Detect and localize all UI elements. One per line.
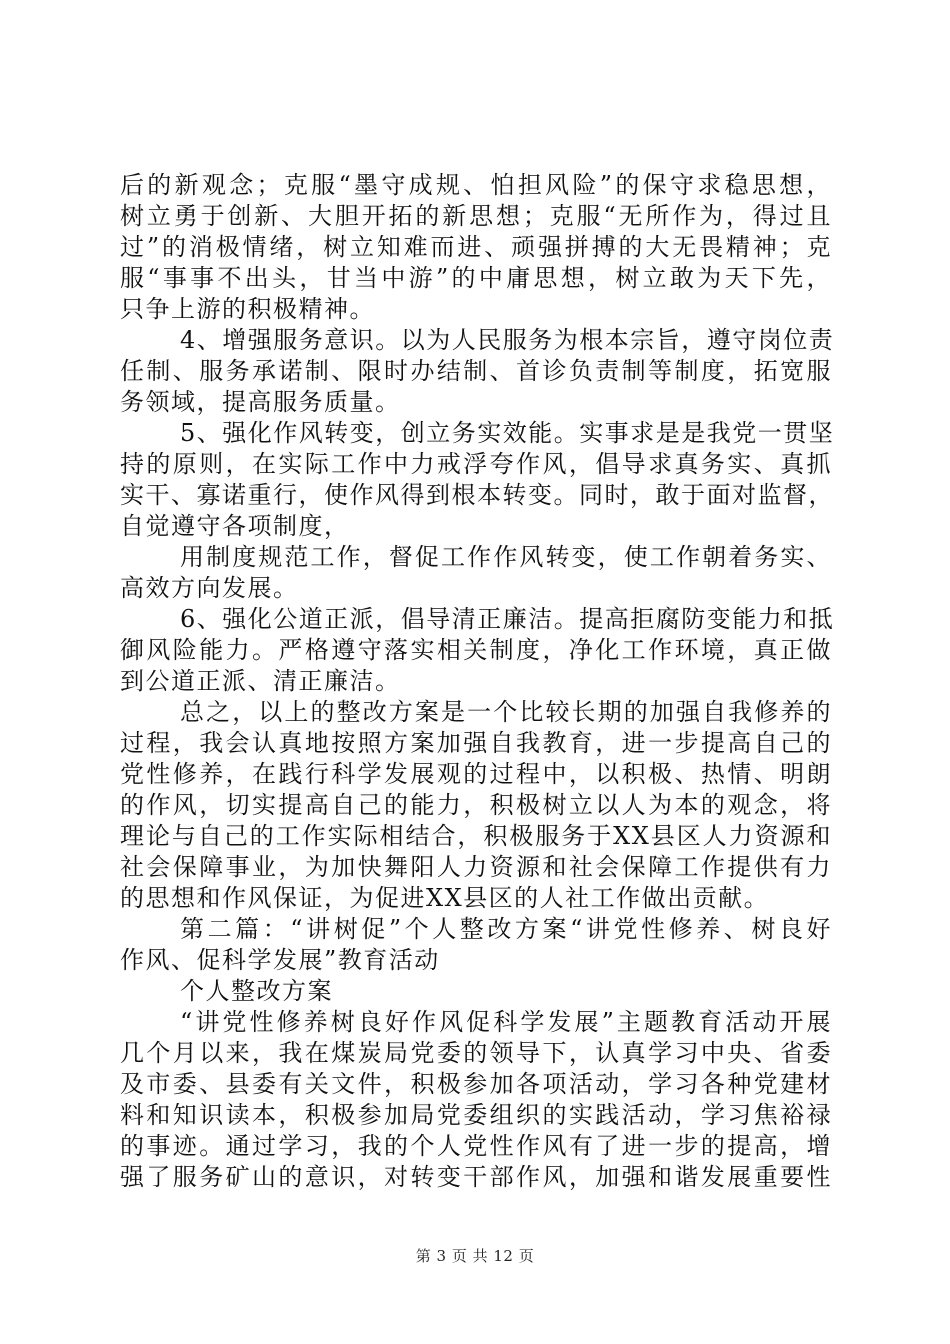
text-line: 御风险能力。严格遵守落实相关制度，净化工作环境，真正做 — [120, 636, 832, 664]
text-line: 5、强化作风转变，创立务实效能。实事求是是我党一贯坚 — [180, 419, 835, 447]
text-line: 过程，我会认真地按照方案加强自我教育，进一步提高自己的 — [120, 729, 832, 757]
text-line: 自觉遵守各项制度， — [120, 512, 350, 540]
text-line: 树立勇于创新、大胆开拓的新思想；克服“无所作为，得过且 — [120, 202, 832, 230]
text-line: 料和知识读本，积极参加局党委组织的实践活动，学习焦裕禄 — [120, 1101, 832, 1129]
text-line: 到公道正派、清正廉洁。 — [120, 667, 401, 695]
text-line: 总之，以上的整改方案是一个比较长期的加强自我修养的 — [180, 698, 832, 726]
text-line: 的思想和作风保证，为促进XX县区的人社工作做出贡献。 — [120, 884, 770, 912]
text-line: 的作风，切实提高自己的能力，积极树立以人为本的观念，将 — [120, 791, 832, 819]
text-line: 过”的消极情绪，树立知难而进、顽强拼搏的大无畏精神；克 — [120, 233, 832, 261]
text-line: 第二篇：“讲树促”个人整改方案“讲党性修养、树良好 — [180, 915, 832, 943]
text-line: 强了服务矿山的意识，对转变干部作风，加强和谐发展重要性 — [120, 1163, 832, 1191]
text-line: 任制、服务承诺制、限时办结制、首诊负责制等制度，拓宽服 — [120, 357, 832, 385]
document-body — [120, 170, 835, 1193]
text-line: 后的新观念；克服“墨守成规、怕担风险”的保守求稳思想， — [120, 171, 832, 199]
text-line: 4、增强服务意识。以为人民服务为根本宗旨，遵守岗位责 — [180, 326, 835, 354]
text-line: 实干、寡诺重行，使作风得到根本转变。同时，敢于面对监督， — [120, 481, 834, 509]
text-line: 几个月以来，我在煤炭局党委的领导下，认真学习中央、省委 — [120, 1039, 832, 1067]
text-line: 用制度规范工作，督促工作作风转变，使工作朝着务实、 — [180, 543, 832, 571]
text-line: 及市委、县委有关文件，积极参加各项活动，学习各种党建材 — [120, 1070, 832, 1098]
text-line: 服“事事不出头，甘当中游”的中庸思想，树立敢为天下先， — [120, 264, 832, 292]
text-line: 党性修养，在践行科学发展观的过程中，以积极、热情、明朗 — [120, 760, 832, 788]
text-line: 作风、促科学发展”教育活动 — [120, 946, 440, 974]
text-line: 只争上游的积极精神。 — [120, 295, 375, 323]
text-line: “讲党性修养树良好作风促科学发展”主题教育活动开展 — [180, 1008, 832, 1036]
text-line: 理论与自己的工作实际相结合，积极服务于XX县区人力资源和 — [120, 822, 832, 850]
page-footer: 第 3 页 共 12 页 — [415, 1247, 535, 1265]
text-line: 个人整改方案 — [180, 977, 333, 1005]
text-line: 务领域，提高服务质量。 — [120, 388, 401, 416]
text-line: 持的原则，在实际工作中力戒浮夸作风，倡导求真务实、真抓 — [120, 450, 832, 478]
text-line: 社会保障事业，为加快舞阳人力资源和社会保障工作提供有力 — [120, 853, 832, 881]
text-line: 的事迹。通过学习，我的个人党性作风有了进一步的提高，增 — [120, 1132, 832, 1160]
text-line: 6、强化公道正派，倡导清正廉洁。提高拒腐防变能力和抵 — [180, 605, 835, 633]
text-line: 高效方向发展。 — [120, 574, 299, 602]
